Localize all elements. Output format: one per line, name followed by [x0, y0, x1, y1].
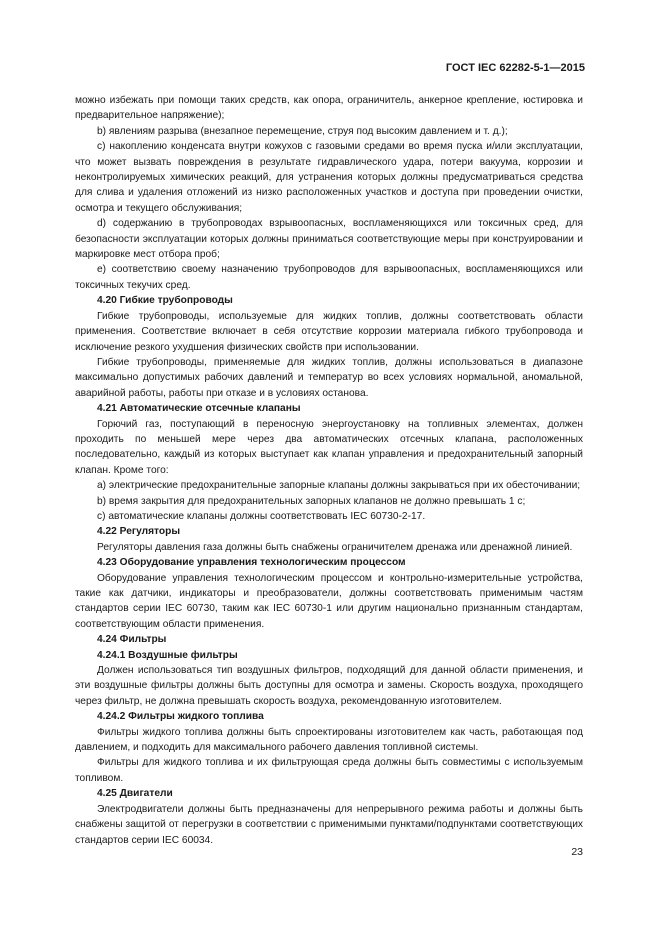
section-heading-4-23: 4.23 Оборудование управления технологическим процессом — [97, 557, 406, 569]
subsection-heading-4-24-2: 4.24.2 Фильтры жидкого топлива — [97, 711, 264, 723]
paragraph: можно избежать при помощи таких средств, как опора, ограничитель, анкерное крепление, юстировка и предварительное напряжение); — [75, 95, 583, 122]
standard-header: ГОСТ IEC 62282-5-1—2015 — [445, 62, 585, 74]
page-body — [75, 93, 583, 848]
list-item-d: d) содержанию в трубопроводах взрывоопасных, воспламеняющихся или токсичных сред, для безопасности эксплуатации которых должны приниматься соответствующие меры при конструировании и маркировке мест отбора проб; — [75, 218, 583, 261]
list-item-a: a) электрические предохранительные запорные клапаны должны закрываться при их обесточивании; — [97, 480, 581, 492]
page-number: 23 — [571, 846, 583, 858]
section-heading-4-22: 4.22 Регуляторы — [97, 526, 181, 538]
list-item-c: c) автоматические клапаны должны соответствовать IEC 60730-2-17. — [97, 510, 426, 522]
paragraph: Регуляторы давления газа должны быть снабжены ограничителем дренажа или дренажной линией. — [97, 541, 573, 553]
paragraph: Фильтры для жидкого топлива и их фильтрующая среда должны быть совместимы с используемым топливом. — [75, 757, 583, 784]
paragraph: Оборудование управления технологическим процессом и контрольно-измерительные устройства, такие как датчики, индикаторы и преобразователи, должны соответствовать применимым частям стандартов серии IEC 60730, таким как IEC 60730-1 или другим национально признанным стандартам, соответствующим области применения. — [75, 572, 583, 630]
section-heading-4-21: 4.21 Автоматические отсечные клапаны — [97, 403, 301, 415]
section-heading-4-24: 4.24 Фильтры — [97, 634, 167, 646]
list-item-e: e) соответствию своему назначению трубопроводов для взрывоопасных, воспламеняющихся или токсичных текучих сред. — [75, 264, 583, 291]
list-item-b: b) время закрытия для предохранительных запорных клапанов не должно превышать 1 с; — [97, 495, 526, 507]
paragraph: Электродвигатели должны быть предназначены для непрерывного режима работы и должны быть снабжены защитой от перегрузки в соответствии с применимыми пунктами/подпунктами соответствующих стандартов серии IEC 60034. — [75, 803, 583, 846]
paragraph: Горючий газ, поступающий в переносную энергоустановку на топливных элементах, должен проходить по меньшей мере через два автоматических отсечных клапана, расположенных последовательно, каждый из которых выступает как клапан управления и предохранительный запорный клапан. Кроме того: — [75, 418, 583, 476]
section-heading-4-20: 4.20 Гибкие трубопроводы — [97, 295, 233, 307]
list-item-b: b) явлениям разрыва (внезапное перемещение, струя под высоким давлением и т. д.); — [97, 125, 508, 137]
paragraph: Гибкие трубопроводы, применяемые для жидких топлив, должны использоваться в диапазоне максимально допустимых рабочих давлений и температур во всех условиях нормальной, аномальной, аварийной работы, работы при отказе и в условиях останова. — [75, 356, 583, 399]
subsection-heading-4-24-1: 4.24.1 Воздушные фильтры — [97, 649, 238, 661]
paragraph: Фильтры жидкого топлива должны быть спроектированы изготовителем как часть, работающая под давлением, и подходить для максимального рабочего давления топливной системы. — [75, 726, 583, 754]
paragraph: Гибкие трубопроводы, используемые для жидких топлив, должны соответствовать области применения. Соответствие включает в себя отсутствие коррозии материала гибкого трубопровода и исключение резкого ухудшения физических свойств при использовании. — [75, 310, 583, 353]
list-item-c: c) накоплению конденсата внутри кожухов с газовыми средами во время пуска и/или эксплуатации, что может вызвать повреждения в результате гидравлического удара, потери вакуума, коррозии и неконтролируемых химических реакций, для устранения которых должны предусматриваться средства для слива и удаления отложений из низко расположенных участков и доступа при проведении очистки, осмотра и текущего обслуживания; — [75, 141, 583, 214]
section-heading-4-25: 4.25 Двигатели — [97, 788, 173, 800]
paragraph: Должен использоваться тип воздушных фильтров, подходящий для данной области применения, и эти воздушные фильтры должны быть доступны для осмотра и замены. Скорость воздуха, проходящего через фильтр, не должна превышать скорость воздуха, рекомендованную изготовителем. — [75, 665, 583, 707]
